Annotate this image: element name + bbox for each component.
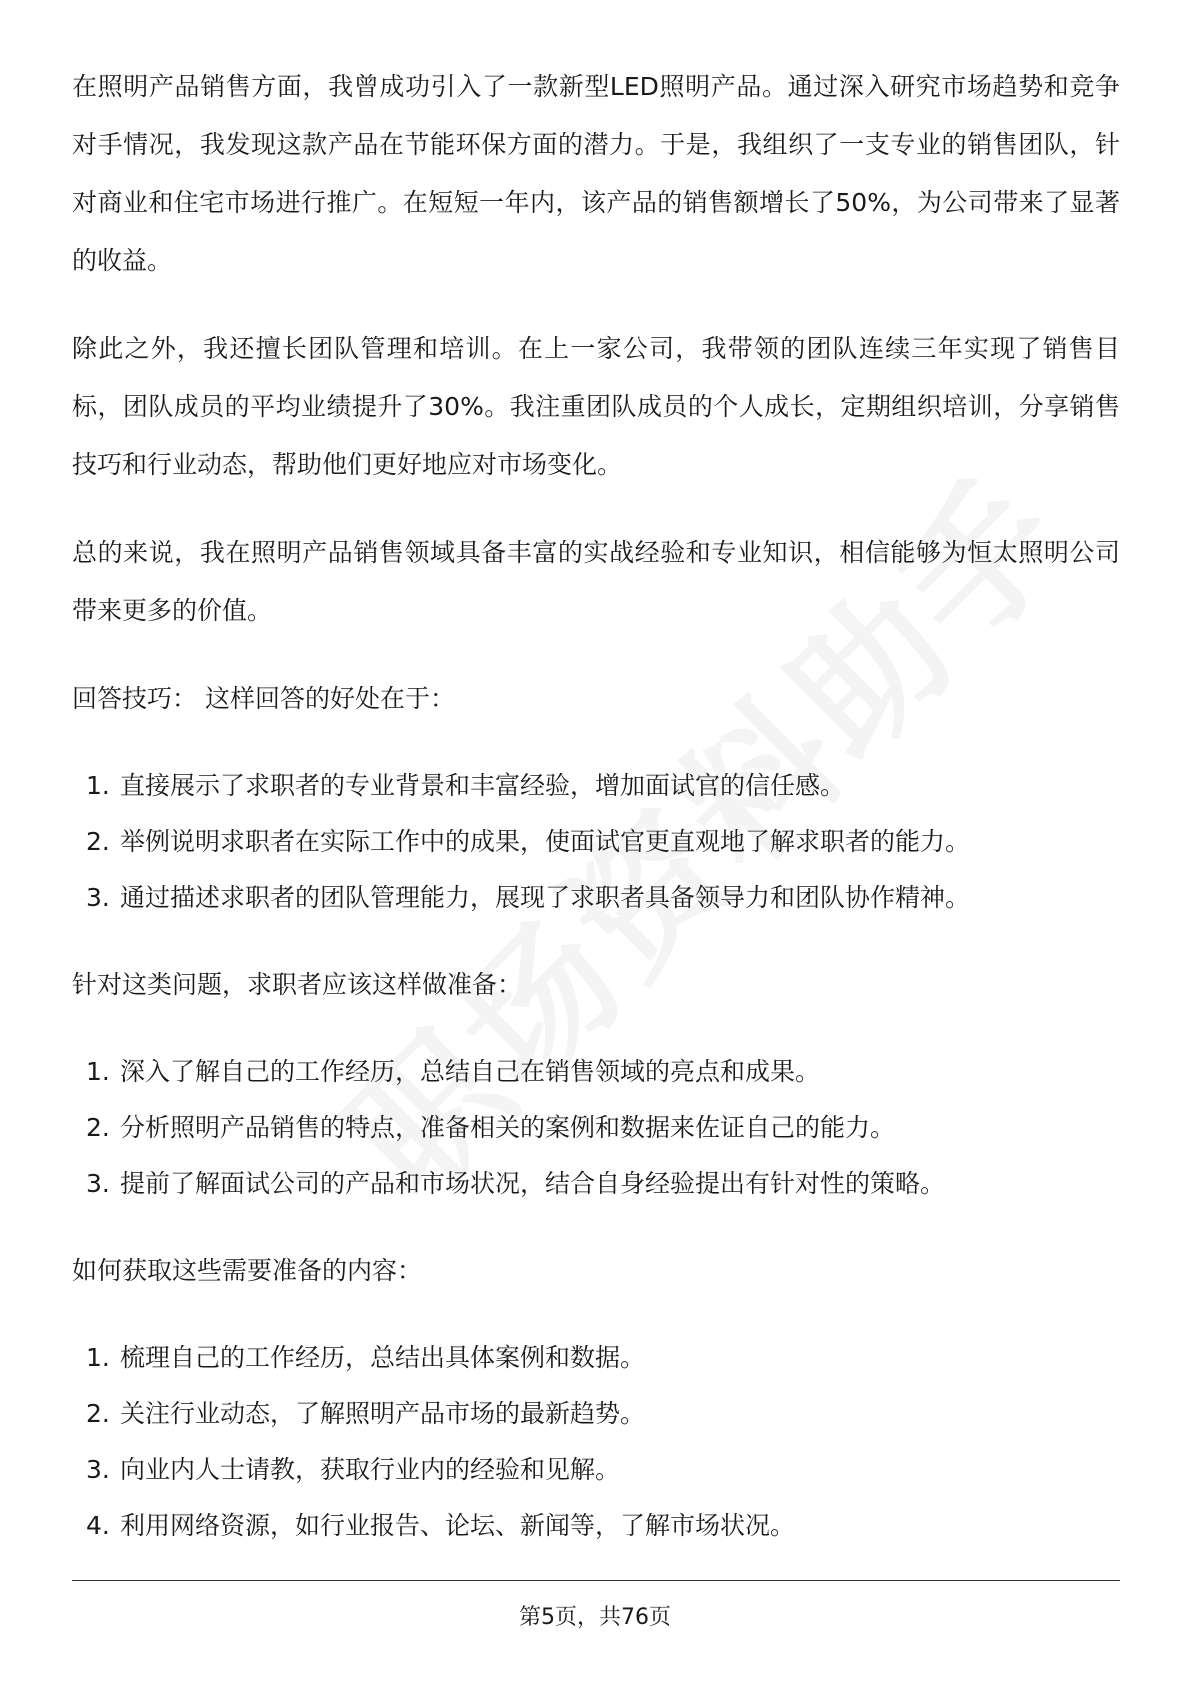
obtain-list [72, 1330, 1120, 1554]
list-item [72, 1156, 1120, 1212]
obtain-heading: 如何获取这些需要准备的内容： [72, 1256, 423, 1285]
list-number: 1. [86, 1057, 110, 1086]
list-number: 2. [86, 1113, 110, 1142]
list-text: 利用网络资源，如行业报告、论坛、新闻等，了解市场状况。 [120, 1511, 796, 1540]
list-item [72, 1498, 1120, 1554]
list-text: 梳理自己的工作经历，总结出具体案例和数据。 [120, 1343, 646, 1372]
list-text: 深入了解自己的工作经历，总结自己在销售领域的亮点和成果。 [120, 1057, 821, 1086]
list-text: 直接展示了求职者的专业背景和丰富经验，增加面试官的信任感。 [120, 771, 846, 800]
list-text: 举例说明求职者在实际工作中的成果，使面试官更直观地了解求职者的能力。 [120, 827, 971, 856]
paragraph-led-sales: 在照明产品销售方面，我曾成功引入了一款新型LED照明产品。通过深入研究市场趋势和竞争对手情况，我发现这款产品在节能环保方面的潜力。于是，我组织了一支专业的销售团队，针对商业和住宅市场进行推广。在短短一年内，该产品的销售额增长了50%，为公司带来了显著的收益。 [72, 72, 1120, 275]
list-text: 向业内人士请教，获取行业内的经验和见解。 [120, 1455, 621, 1484]
list-text: 分析照明产品销售的特点，准备相关的案例和数据来佐证自己的能力。 [120, 1113, 896, 1142]
list-number: 3. [86, 1455, 110, 1484]
list-text: 通过描述求职者的团队管理能力，展现了求职者具备领导力和团队协作精神。 [120, 883, 971, 912]
list-number: 3. [86, 883, 110, 912]
prep-list [72, 1044, 1120, 1212]
list-item [72, 758, 1120, 814]
list-number: 2. [86, 827, 110, 856]
list-number: 3. [86, 1169, 110, 1198]
list-number: 1. [86, 1343, 110, 1372]
list-item [72, 1330, 1120, 1386]
list-number: 4. [86, 1511, 110, 1540]
list-text: 关注行业动态，了解照明产品市场的最新趋势。 [120, 1399, 646, 1428]
footer-divider [72, 1580, 1120, 1581]
list-text: 提前了解面试公司的产品和市场状况，结合自身经验提出有针对性的策略。 [120, 1169, 946, 1198]
paragraph-team-management: 除此之外，我还擅长团队管理和培训。在上一家公司，我带领的团队连续三年实现了销售目标，团队成员的平均业绩提升了30%。我注重团队成员的个人成长，定期组织培训，分享销售技巧和行业动态，帮助他们更好地应对市场变化。 [72, 334, 1120, 479]
list-item [72, 1386, 1120, 1442]
tips-heading: 回答技巧： 这样回答的好处在于： [72, 684, 455, 713]
list-item [72, 1100, 1120, 1156]
paragraph-summary: 总的来说，我在照明产品销售领域具备丰富的实战经验和专业知识，相信能够为恒太照明公司带来更多的价值。 [72, 538, 1120, 625]
tips-list [72, 758, 1120, 926]
list-item [72, 870, 1120, 926]
list-number: 1. [86, 771, 110, 800]
document-body [72, 58, 1120, 1584]
prep-heading: 针对这类问题，求职者应该这样做准备： [72, 970, 523, 999]
list-item [72, 1442, 1120, 1498]
list-item [72, 1044, 1120, 1100]
list-number: 2. [86, 1399, 110, 1428]
page-number: 第5页，共76页 [519, 1605, 671, 1630]
list-item [72, 814, 1120, 870]
